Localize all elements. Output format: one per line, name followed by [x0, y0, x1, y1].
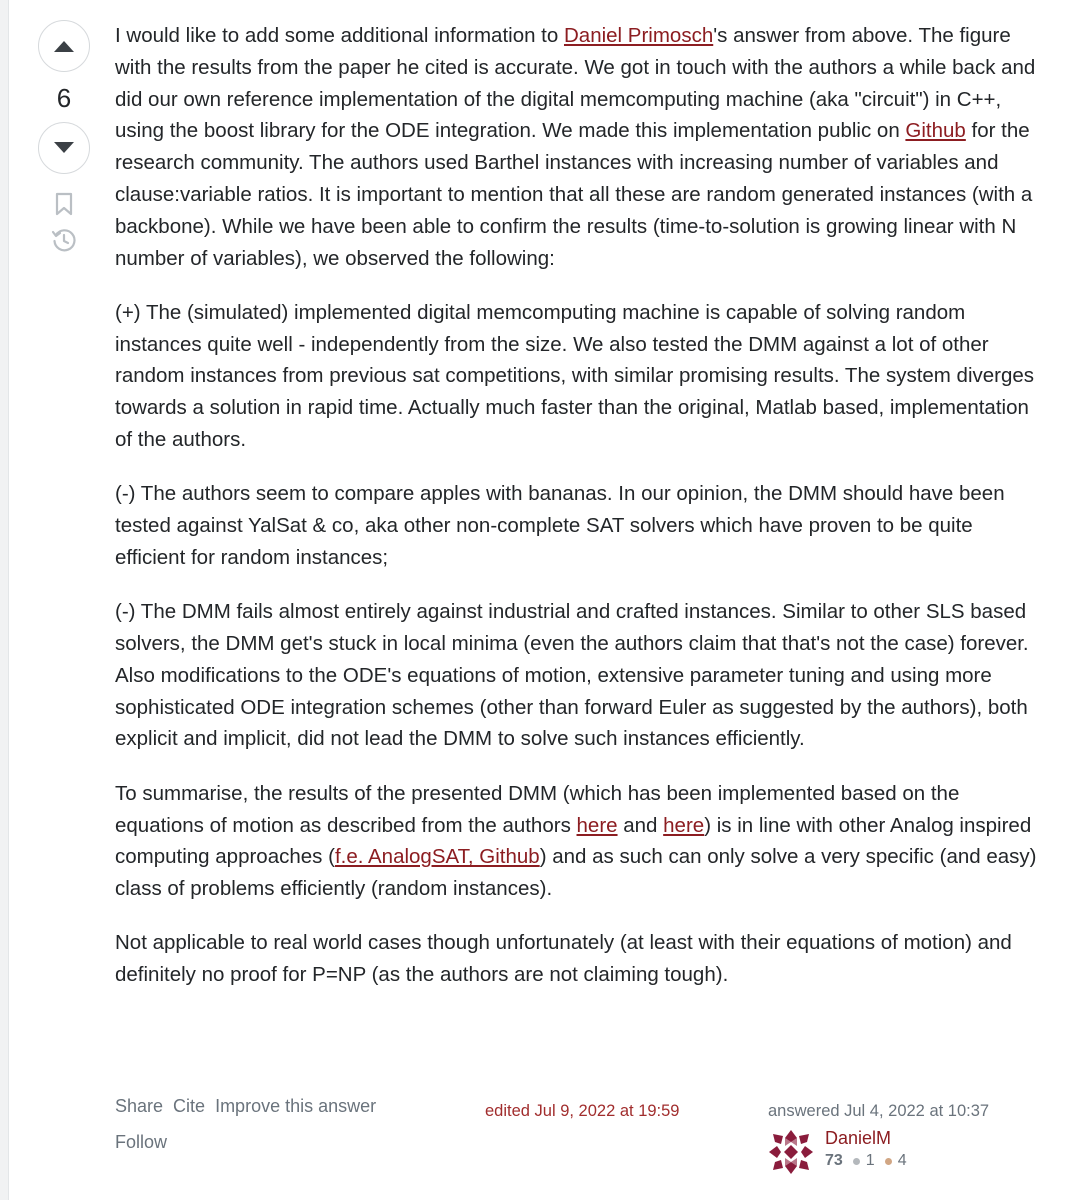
user-avatar[interactable] — [767, 1128, 815, 1176]
reputation-score: 73 — [825, 1152, 843, 1169]
share-link[interactable]: Share — [115, 1096, 164, 1116]
link-github[interactable]: Github — [905, 119, 966, 143]
edited-timestamp-link[interactable]: edited Jul 9, 2022 at 19:59 — [485, 1102, 680, 1120]
paragraph-1 — [115, 20, 1045, 274]
paragraph-6: Not applicable to real world cases though unfortunately (at least with their equations of motion) and definitely no proof for P=NP (as the authors are not claiming tough). — [115, 931, 1012, 987]
silver-badge-icon — [853, 1158, 860, 1165]
link-daniel-primosch[interactable]: Daniel Primosch — [563, 24, 714, 47]
vote-column — [30, 20, 98, 254]
text-span: ) is in line with other Analog inspired computing approaches ( — [115, 813, 1032, 869]
caret-down-icon — [53, 141, 75, 155]
bookmark-icon — [55, 192, 73, 216]
post-footer — [115, 1094, 1045, 1184]
caret-up-icon — [53, 39, 75, 53]
paragraph-5 — [115, 778, 1045, 905]
activity-history-button[interactable] — [50, 226, 78, 254]
text-span: 's answer from above. The figure with the results from the paper he cited is accurate. We got in touch with the authors a while back and did our own reference implementation of the digital memcomputing machine (aka "circuit") in C++, using the boost library for the ODE integration. We made this implementation public on — [115, 24, 1036, 143]
paragraph-4: (-) The DMM fails almost entirely against industrial and crafted instances. Similar to other SLS based solvers, the DMM get's stuck in local minima (even the authors claim that that's not the case) forever. Also modifications to the ODE's equations of motion, extensive parameter tuning and using more sophisticated ODE integration schemes (other than forward Euler as suggested by the authors), both explicit and implicit, did not lead the DMM to solve such instances efficiently. — [115, 600, 1029, 751]
left-gutter — [0, 0, 9, 1200]
answered-timestamp: answered Jul 4, 2022 at 10:37 — [768, 1102, 990, 1120]
improve-answer-link[interactable]: Improve this answer — [215, 1096, 377, 1116]
link-here-2[interactable]: here — [663, 813, 705, 837]
text-span: ) and as such can only solve a very specific (and easy) class of problems efficiently (random instances). — [115, 845, 1037, 901]
user-card — [767, 1128, 1047, 1180]
upvote-button[interactable] — [38, 20, 90, 72]
silver-badge-count: 1 — [865, 1152, 875, 1169]
follow-link[interactable]: Follow — [115, 1132, 168, 1152]
bookmark-button[interactable] — [50, 190, 78, 218]
answer-body — [115, 20, 1045, 1014]
paragraph-2: (+) The (simulated) implemented digital memcomputing machine is capable of solving random instances quite well - independently from the size. We also tested the DMM against a lot of other random instances from previous sat competitions, with similar promising results. The system diverges towards a solution in rapid time. Actually much faster than the original, Matlab based, implementation of the authors. — [115, 300, 1035, 452]
link-analogsat-github[interactable]: f.e. AnalogSAT, Github — [334, 845, 540, 869]
bronze-badge-icon — [885, 1158, 892, 1165]
paragraph-3: (-) The authors seem to compare apples with bananas. In our opinion, the DMM should have been tested against YalSat & co, aka other non-complete SAT solvers which have proven to be quite efficient for random instances; — [115, 482, 1005, 569]
history-icon — [51, 227, 77, 253]
post-menu — [115, 1096, 376, 1117]
text-span: and — [617, 813, 664, 837]
link-here-1[interactable]: here — [576, 813, 618, 837]
user-stats — [825, 1152, 913, 1170]
vote-count: 6 — [56, 83, 72, 113]
text-span: for the research community. The authors used Barthel instances with increasing number of variables and clause:variable ratios. It is important to mention that all these are random generated instances (with a backbone). While we have been able to confirm the results (time-to-solution is growing linear with N number of variables), we observed the following: — [115, 119, 1033, 270]
cite-link[interactable]: Cite — [173, 1096, 206, 1116]
text-span: To summarise, the results of the presented DMM (which has been implemented based on the equations of motion as described from the authors — [115, 781, 960, 837]
text-span: I would like to add some additional information to — [115, 24, 564, 47]
user-name-link[interactable]: DanielM — [825, 1128, 892, 1148]
downvote-button[interactable] — [38, 122, 90, 174]
bronze-badge-count: 4 — [897, 1152, 907, 1169]
